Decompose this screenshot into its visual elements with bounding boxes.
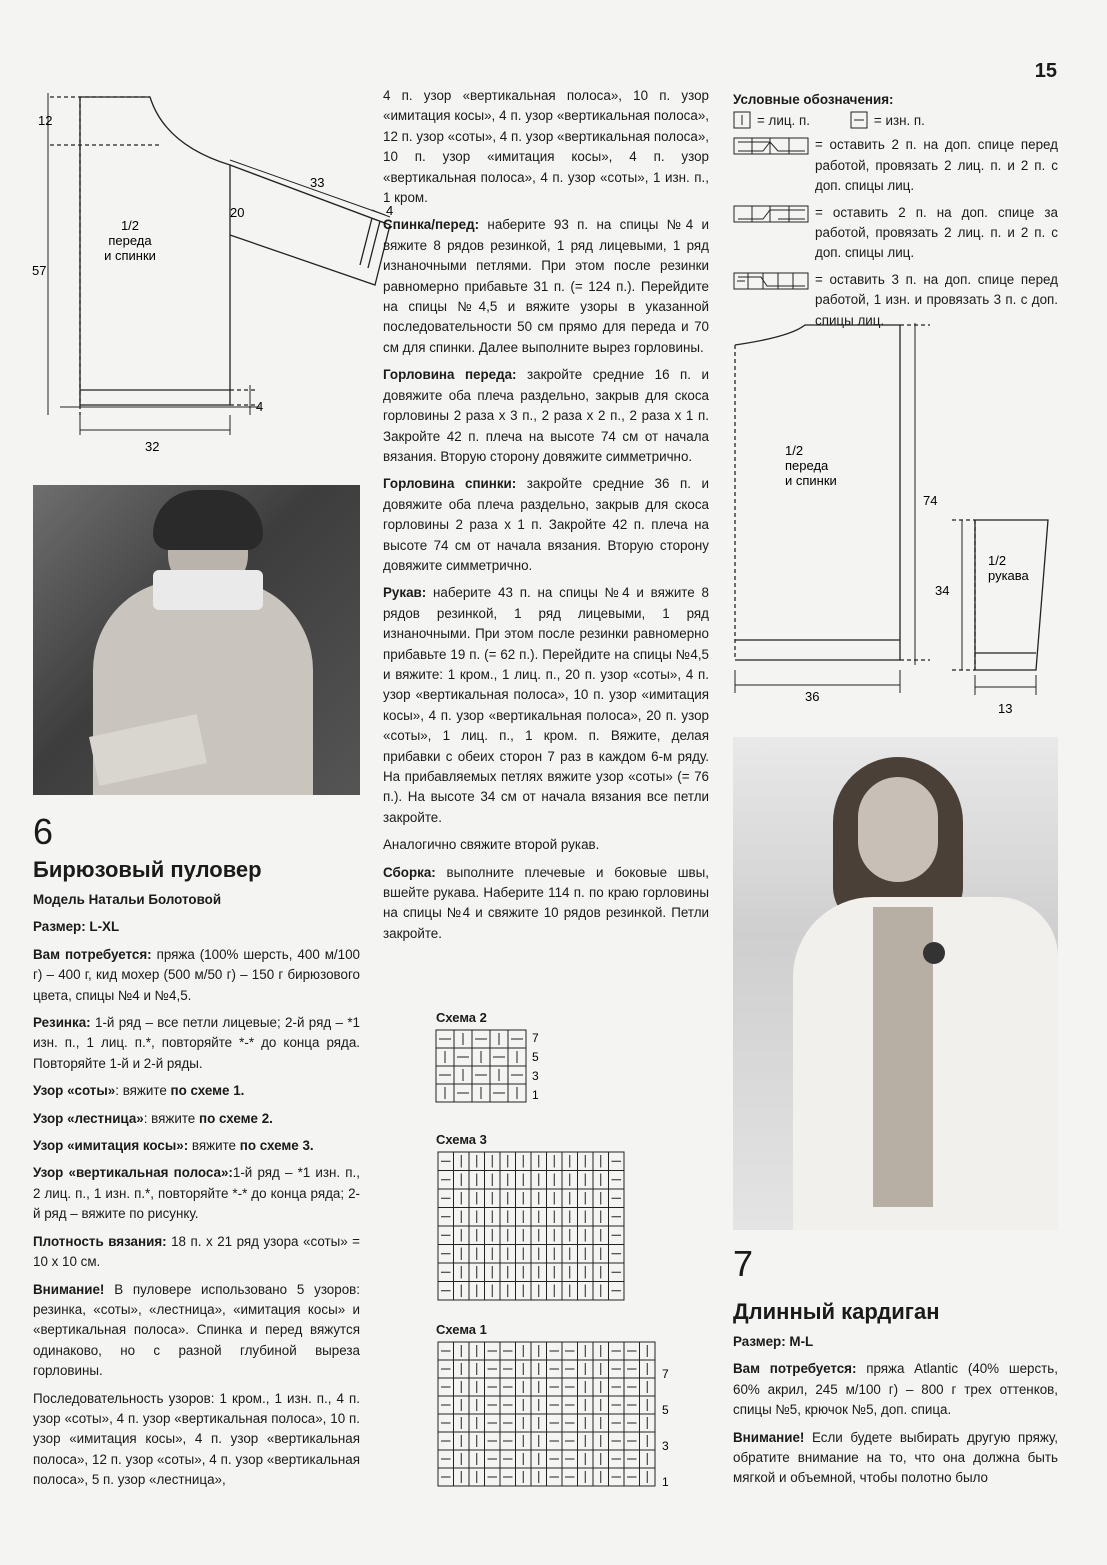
cable-pattern: Узор «имитация косы»: вяжите по схеме 3.	[33, 1138, 314, 1154]
model-title-6: Бирюзовый пуловер	[33, 857, 262, 882]
rib-pattern: Резинка: 1-й ряд – все петли лицевые; 2-й ряд – *1 изн. п., 1 лиц. п.*, повторяйте *-* до конца ряда. Повторяйте 1-й и 2-й ряды.	[33, 1015, 360, 1071]
attention-7: Внимание! Если будете выбирать другую пряжу, обратите внимание на то, что она должна быть мягкой и объемной, чтобы полотно было	[733, 1429, 1058, 1486]
pattern-sequence: Последовательность узоров: 1 кром., 1 изн. п., 4 п. узор «соты», 4 п. узор «вертикальная полоса», 10 п. узор «имитация косы», 4 п. узор «вертикальная полоса», 12 п. узор «соты», 4 п. узор «вертикальная полоса», 5 п. узор «лестница»,	[33, 1390, 360, 1488]
ladder-pattern: Узор «лестница»: вяжите по схеме 2.	[33, 1110, 273, 1126]
scheme-3-title: Схема 3	[436, 1132, 487, 1147]
brooch-shape	[923, 942, 945, 964]
stripe-pattern: Узор «вертикальная полоса»:1-й ряд – *1 изн. п., 2 лиц. п., 1 изн. п.*, повторяйте *-* до конца ряда; 2-й ряд – вяжите по рисунку.	[33, 1165, 360, 1222]
pattern-sequence-cont: 4 п. узор «вертикальная полоса», 10 п. узор «имитация косы», 4 п. узор «вертикальная полоса», 12 п. узор «соты», 4 п. узор «вертикальная полоса», 10 п. узор «имитация косы», 4 п. узор «вертикальная полоса», 4 п. узор «соты», 1 изн. п., 1 кром.	[383, 88, 709, 206]
dim-12: 12	[38, 113, 53, 128]
photo-model-7	[733, 737, 1058, 1230]
materials-7: Вам потребуется: пряжа Atlantic (40% шерсть, 60% акрил, 245 м/100 г) – 800 г трех оттенков, спицы №5, крючок №5, доп. спица.	[733, 1361, 1058, 1418]
dim-74: 74	[923, 493, 938, 508]
scheme-1-title: Схема 1	[436, 1322, 487, 1337]
legend-title: Условные обозначения:	[733, 92, 894, 107]
dim-32: 32	[145, 439, 160, 454]
collar-shape	[153, 570, 263, 610]
model-number-7: 7	[733, 1243, 754, 1284]
page-number: 15	[1034, 60, 1057, 82]
back-front-instructions: Спинка/перед: наберите 93 п. на спицы №4 и вяжите 8 рядов резинкой, 1 ряд лицевыми, 1 ряд изнаночными петлями. При этом после резинки равномерно прибавьте 31 п. (= 124 п.). Перейдите на спицы №4,5 и вяжите узоры в указанной последовательности 50 см прямо для переда и 70 см для спинки. Далее выполните вырез горловины.	[383, 217, 709, 355]
s1-row-7: 7	[662, 1367, 669, 1381]
dim-4-sleeve: 4	[386, 203, 394, 218]
legend-cable-purl: = оставить 3 п. на доп. спице перед работой, 1 изн. и провязать 3 п. с доп. спицы лиц.	[733, 270, 1058, 331]
scheme-1-chart	[436, 1340, 676, 1495]
middle-column	[383, 86, 709, 951]
legend-knit: = лиц. п.	[733, 111, 810, 131]
attention-6: Внимание! В пуловере использовано 5 узоров: резинка, «соты», «лестница», «имитация косы» и «вертикальная полоса». Спинка и перед вяжутся одинаково, но с разной глубиной выреза горловины.	[33, 1281, 360, 1379]
left-column	[33, 812, 360, 1498]
s1-row-5: 5	[662, 1403, 669, 1417]
knit-symbol-icon	[733, 111, 751, 129]
body-label-line1: 1/2	[785, 443, 804, 458]
dim-20: 20	[230, 205, 245, 220]
scheme-3-chart	[436, 1150, 632, 1306]
honeycomb-pattern: Узор «соты»: вяжите по схеме 1.	[33, 1083, 245, 1099]
sleeve-instructions: Рукав: наберите 43 п. на спицы №4 и вяжите 8 рядов резинкой, 1 ряд лицевыми, 1 ряд изнаночными. При этом после резинки равномерно прибавьте 19 п. (= 62 п.). Перейдите на спицы №4,5 и вяжите: 1 кром., 1 лиц. п., 20 п. узор «соты», 4 п. узор «вертикальная полоса», 10 п. узор «имитация косы», 4 п. узор «вертикальная полоса», 20 п. узор «соты», 1 лиц. п., 1 кром. п. Вяжите, делая прибавки с обеих сторон 7 раз в каждом 6-м ряду. На прибавляемых петлях вяжите узор «соты» (= 76 п.). На высоте 34 см от начала вязания все петли закройте.	[383, 585, 709, 825]
size-6: Размер: L-XL	[33, 919, 120, 935]
purl-symbol-icon	[850, 111, 868, 129]
cable-purl-symbol-icon	[733, 272, 809, 290]
diagram-label-line3: и спинки	[104, 248, 156, 263]
photo-model-6	[33, 485, 360, 795]
cable-back-symbol-icon	[733, 205, 809, 223]
body-label-line3: и спинки	[785, 473, 837, 488]
legend-purl: = изн. п.	[850, 111, 925, 131]
cable-front-symbol-icon	[733, 137, 809, 155]
s2-row-1: 1	[532, 1088, 539, 1102]
dim-13: 13	[998, 701, 1013, 716]
back-neck-instructions: Горловина спинки: закройте средние 36 п. и довяжите оба плеча раздельно, закрыв для скоса горловины 2 раза х 1 п. Закройте 42 п. плеча на высоте 74 см от начала вязания. Вторую сторону довяжите симметрично.	[383, 476, 709, 573]
body-label-line2: переда	[785, 458, 829, 473]
model-number-6: 6	[33, 811, 54, 852]
legend	[733, 92, 1058, 331]
diagram-label-line2: переда	[108, 233, 152, 248]
sleeve-label-line2: рукава	[988, 568, 1029, 583]
s2-row-7: 7	[532, 1031, 539, 1045]
legend-cable-back: = оставить 2 п. на доп. спице за работой, провязать 2 лиц. п. и 2 п. с доп. спицы лиц.	[733, 203, 1058, 264]
dim-4-rib: 4	[256, 399, 264, 414]
s2-row-3: 3	[532, 1069, 539, 1083]
model-author: Модель Натальи Болотовой	[33, 892, 222, 907]
dim-34: 34	[935, 583, 950, 598]
model-title-7: Длинный кардиган	[733, 1299, 940, 1324]
legend-cable-front: = оставить 2 п. на доп. спице перед работой, провязать 2 лиц. п. и 2 п. с доп. спицы лиц.	[733, 135, 1058, 196]
second-sleeve: Аналогично свяжите второй рукав.	[383, 837, 600, 853]
dim-36: 36	[805, 689, 820, 704]
scheme-2-chart	[434, 1028, 554, 1108]
right-column	[733, 1244, 1058, 1496]
materials-6: Вам потребуется: пряжа (100% шерсть, 400 м/100 г) – 400 г, кид мохер (500 м/50 г) – 150 г бирюзового цвета, спицы №4 и №4,5.	[33, 946, 360, 1003]
face-shape	[858, 777, 938, 882]
gauge: Плотность вязания: 18 п. х 21 ряд узора «соты» = 10 х 10 см.	[33, 1233, 361, 1270]
pattern-diagram-7	[730, 315, 1070, 720]
front-neck-instructions: Горловина переда: закройте средние 16 п. и довяжите оба плеча раздельно, закрыв для скоса горловины 2 раза х 3 п., 2 раза х 2 п., 2 раза х 1 п. Закройте 42 п. плеча на высоте 74 см от начала вязания. Вторую сторону довяжите симметрично.	[383, 367, 709, 464]
pattern-diagram-6	[30, 85, 410, 460]
scheme-2-title: Схема 2	[436, 1010, 487, 1025]
dim-33: 33	[310, 175, 325, 190]
dim-57: 57	[32, 263, 47, 278]
diagram-label-line1: 1/2	[120, 218, 140, 233]
sleeve-label-line1: 1/2	[988, 553, 1007, 568]
size-7: Размер: M-L	[733, 1334, 814, 1349]
assembly-instructions: Сборка: выполните плечевые и боковые швы, вшейте рукава. Наберите 114 п. по краю горловины на спицы №4 и свяжите 10 рядов резинкой. Петли закройте.	[383, 864, 709, 941]
hair-shape	[153, 490, 263, 550]
s1-row-1: 1	[662, 1475, 669, 1489]
s1-row-3: 3	[662, 1439, 669, 1453]
s2-row-5: 5	[532, 1050, 539, 1064]
